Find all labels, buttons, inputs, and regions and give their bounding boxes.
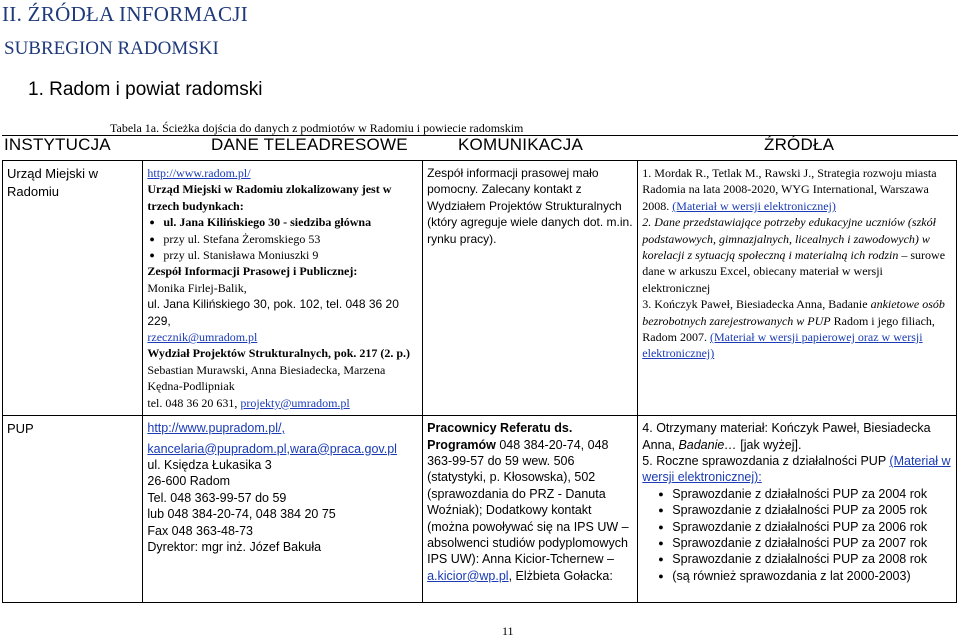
programs-dept-title: Pracownicy Referatu ds. Programów (427, 421, 573, 452)
source-5: 5. Roczne sprawozdania z działalności PUP (642, 453, 890, 468)
press-contact-person: Monika Firlej-Balik, (147, 280, 247, 295)
source-3a: 3. Kończyk Paweł, Biesiadecka Anna, Badanie (642, 297, 871, 312)
programs-dept-details: 048 384-20-74, 048 363-99-57 do 59 wew. 506 (statystyki, p. Kłosowska), 502 (sprawozdania do PRZ - Danuta Woźniak); Dodatkowy kontakt (można powoływać się na IPS UW – absolwenci studiów podyplomowych IPS UW): Anna Kicior-Tchernew – (427, 437, 629, 567)
list-item: ● Sprawozdanie z działalności PUP za 2004 rok (672, 486, 952, 502)
buildings-intro: Urząd Miejski w Radomiu zlokalizowany jest w trzech budynkach: (147, 182, 392, 213)
list-item: ● ul. Jana Kilińskiego 30 - siedziba główna (163, 214, 418, 230)
contact-tail: , Elżbieta Gołacka: (508, 568, 613, 583)
list-item: ● Sprawozdanie z działalności PUP za 2008 rok (672, 551, 952, 567)
postal-code: 26-600 Radom (147, 474, 231, 489)
section-heading: II. ŹRÓDŁA INFORMACJI (2, 2, 249, 26)
list-item: ● przy ul. Stanisława Moniuszki 9 (163, 247, 418, 263)
list-item: ● Sprawozdanie z działalności PUP za 2006 rok (672, 519, 952, 535)
source-3-link[interactable]: (Materiał w wersji papierowej oraz w wersji elektronicznej) (642, 330, 923, 361)
list-item: ● Sprawozdanie z działalności PUP za 2005 rok (672, 502, 952, 518)
source-4: 4. Otrzymany materiał: Kończyk Paweł, Biesiadecka Anna, (642, 421, 931, 452)
street-address: ul. Księdza Łukasika 3 (147, 457, 272, 472)
source-3-title: ankietowe osób bezrobotnych zarejestrowanych w PUP (642, 297, 945, 328)
director: Dyrektor: mgr inż. Józef Bakuła (147, 539, 322, 554)
source-5-link[interactable]: (Materiał w wersji elektronicznej): (642, 453, 951, 485)
column-header-sources: ŹRÓDŁA (764, 135, 835, 154)
communication-cell (423, 416, 638, 603)
phone-numbers: Tel. 048 363-99-57 do 59 (147, 490, 287, 505)
table-caption: Tabela 1a. Ścieżka dojścia do danych z podmiotów w Radomiu i powiecie radomskim (110, 121, 524, 135)
reports-list (642, 486, 952, 584)
source-2: 2. Dane przedstawiające potrzeby edukacyjne uczniów (szkół podstawowych, gimnazjalnych, licealnych i zawodowych) w korelacji z sytuacją społeczną i materialną ich rodzin (642, 215, 936, 263)
contact-email-link[interactable]: a.kicior@wp.pl (427, 568, 509, 583)
fax-number: Fax 048 363-48-73 (147, 523, 254, 538)
sources-cell (638, 416, 957, 603)
email-link-2[interactable]: ,wara@praca.gov.pl (286, 441, 397, 456)
source-4-title: Badanie… (678, 437, 737, 452)
buildings-list (147, 214, 418, 263)
column-header-institution: INSTYTUCJA (4, 135, 111, 154)
press-office-title: Zespół Informacji Prasowej i Publicznej: (147, 264, 358, 279)
website-link[interactable]: http://www.pupradom.pl/, (147, 421, 285, 436)
source-3c: Radom i jego filiach, Radom 2007. (642, 313, 935, 345)
source-1: 1. Mordak R., Tetlak M., Rawski J., Strategia rozwoju miasta Radomia na lata 2008-2020, WYG International, Warszawa 2008. (642, 166, 937, 213)
press-email-link[interactable]: rzecznik@umradom.pl (147, 330, 258, 345)
communication-cell: Zespół informacji prasowej mało pomocny. Zalecany kontakt z Wydziałem Projektów Strukturalnych (który agreguje wiele danych dot. m.in. rynku pracy). (423, 161, 638, 416)
projects-dept-people: Sebastian Murawski, Anna Biesiadecka, Marzena Kędna-Podlipniak (147, 362, 386, 394)
projects-dept-title: Wydział Projektów Strukturalnych, pok. 217 (2. p.) (147, 346, 411, 361)
institution-cell: Urząd Miejski w Radomiu (3, 161, 143, 416)
source-2-note: – surowe dane w arkuszu Excel, obiecany materiał w wersji elektronicznej (642, 248, 946, 295)
subsection-heading: 1. Radom i powiat radomski (28, 79, 263, 100)
contact-cell (143, 416, 423, 603)
press-address: ul. Jana Kilińskiego 30, pok. 102, tel. 048 36 20 229, (147, 297, 399, 328)
source-1-link[interactable]: (Materiał w wersji elektronicznej) (672, 198, 836, 213)
projects-phone: tel. 048 36 20 631, (147, 395, 238, 410)
list-item: ● przy ul. Stefana Żeromskiego 53 (163, 231, 418, 247)
column-header-contact: DANE TELEADRESOWE (211, 135, 408, 154)
email-link[interactable]: kancelaria@pupradom.pl (147, 441, 287, 456)
table-row (3, 161, 957, 416)
website-link[interactable]: http://www.radom.pl/ (147, 166, 251, 180)
sources-cell (638, 161, 957, 416)
list-item: ● Sprawozdanie z działalności PUP za 2007 rok (672, 535, 952, 551)
subregion-heading: SUBREGION RADOMSKI (4, 38, 219, 59)
sources-table (2, 160, 957, 603)
institution-cell: PUP (3, 416, 143, 603)
column-header-communication: KOMUNIKACJA (458, 135, 583, 154)
source-4-tail: [jak wyżej]. (736, 437, 802, 452)
page-number: 11 (502, 624, 514, 638)
table-row (3, 416, 957, 603)
phone-numbers-alt: lub 048 384-20-74, 048 384 20 75 (147, 507, 336, 522)
list-item: ● (są również sprawozdania z lat 2000-2003) (672, 568, 952, 584)
contact-cell (143, 161, 423, 416)
projects-email-link[interactable]: projekty@umradom.pl (240, 395, 350, 410)
